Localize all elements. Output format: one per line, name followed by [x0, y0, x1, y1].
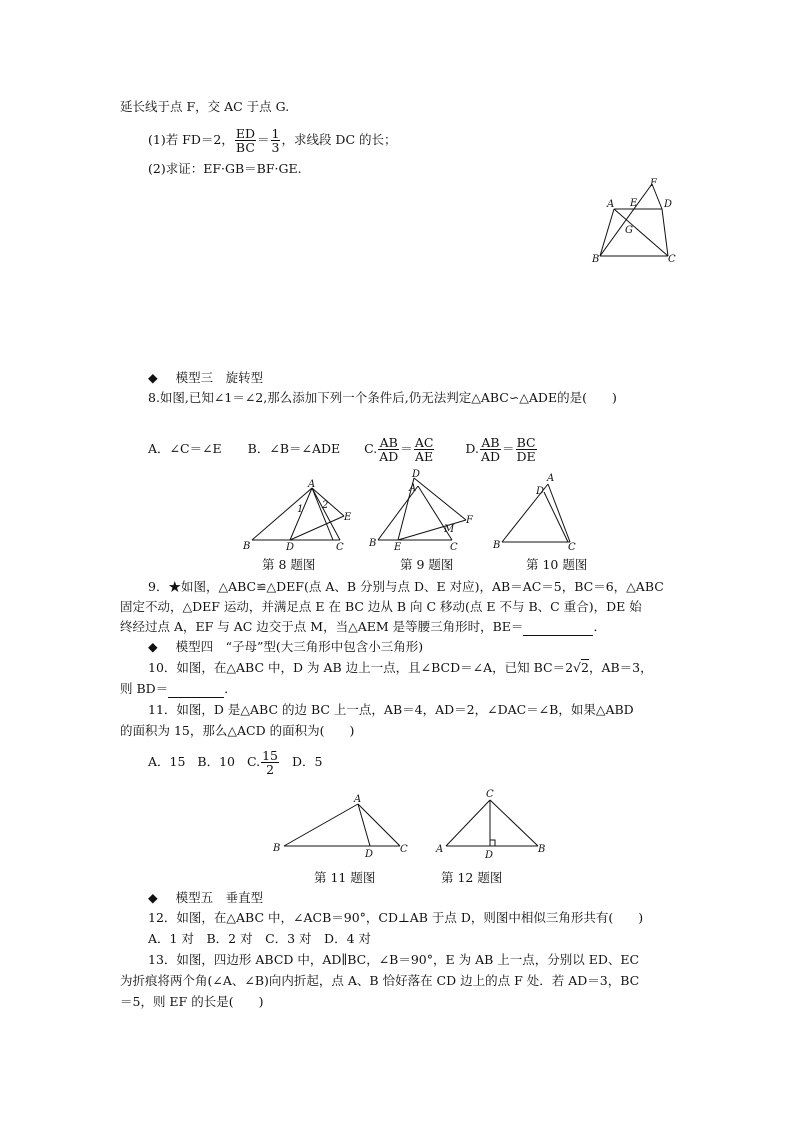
- q8-option-c: [364, 435, 435, 464]
- figure-q9: [366, 468, 478, 552]
- label-e: E: [344, 512, 352, 523]
- q9-line2: 固定不动，△DEF 运动，并满足点 E 在 BC 边从 B 向 C 移动(点 E 不与 B、C 重合)，DE 始: [120, 599, 642, 614]
- figure-q12: [432, 786, 552, 860]
- q13-line1: 13．如图，四边形 ABCD 中，AD∥BC，∠B＝90°，E 为 AB 上一点，分别以 ED、EC: [148, 952, 640, 967]
- q11-options: [148, 746, 322, 778]
- sqrt-symbol-icon: √: [573, 660, 582, 675]
- label-d: D: [365, 849, 374, 860]
- section-title: 模型五 垂直型: [175, 890, 264, 905]
- q11-option-b: B．10: [197, 754, 236, 769]
- section-model-3: [148, 370, 263, 386]
- q9-line3: [120, 619, 606, 636]
- q11-line1: 11．如图，D 是△ABC 的边 BC 上一点，AB＝4，AD＝2，∠DAC＝∠B，如果△ABD: [148, 702, 634, 717]
- label-c: C: [336, 542, 344, 552]
- fraction-numerator: AB: [379, 435, 398, 450]
- fraction: [480, 436, 501, 463]
- q7-fraction-one-third: [271, 127, 281, 154]
- q8-option-d: [465, 435, 537, 464]
- label-a: A: [308, 479, 316, 490]
- fraction-numerator: AC: [414, 435, 434, 450]
- fraction-denominator: BC: [235, 140, 255, 155]
- section-title: 模型三 旋转型: [175, 370, 264, 385]
- section-model-4: [148, 639, 423, 655]
- figure-q10: [490, 470, 582, 552]
- q11-option-a: A．15: [148, 754, 186, 769]
- label-a: A: [436, 844, 444, 855]
- fraction-denominator: DE: [516, 449, 536, 464]
- q11-line2: 的面积为 15，那么△ACD 的面积为( ): [120, 723, 355, 738]
- fraction-numerator: BC: [516, 435, 536, 450]
- section-model-5: [148, 890, 263, 906]
- q11-option-c: [247, 748, 280, 777]
- section-title: 模型四 “子母”型(大三角形中包含小三角形): [175, 639, 424, 654]
- q13-line2: 为折痕将两个角(∠A、∠B)向内折起，点 A、B 恰好落在 CD 边上的点 F 处．若 AD＝3，BC: [120, 973, 640, 988]
- equals-sign: ＝: [502, 441, 515, 456]
- label-e: E: [394, 542, 402, 552]
- label-c: C: [450, 542, 458, 552]
- label-b: B: [273, 843, 281, 854]
- option-label: C.: [247, 754, 261, 769]
- fraction-denominator: AD: [379, 449, 399, 464]
- q8-options: [148, 432, 538, 466]
- label-a: A: [607, 199, 615, 210]
- label-c: C: [486, 789, 494, 800]
- label-f: F: [466, 515, 473, 526]
- figure-q11: [270, 792, 414, 860]
- fraction-denominator: AD: [480, 449, 501, 464]
- q8-option-a: A．∠C＝∠E: [148, 441, 222, 456]
- q7-fraction-ed-bc: [235, 127, 256, 154]
- label-d: D: [286, 542, 295, 552]
- angle-1-label: 1: [297, 504, 304, 515]
- figure-q8: [240, 476, 358, 552]
- bullet-diamond-icon: ◆: [148, 639, 158, 654]
- fraction-numerator: AB: [481, 435, 500, 450]
- label-b: B: [493, 540, 501, 551]
- label-d: D: [485, 850, 494, 860]
- label-b: B: [538, 844, 546, 855]
- figure-q10-caption: 第 10 题图: [526, 557, 588, 572]
- fraction-denominator: 2: [266, 762, 275, 777]
- q7-part1-post: ，求线段 DC 的长；: [281, 132, 397, 147]
- label-a: A: [409, 483, 417, 494]
- segment-dc: [662, 209, 668, 256]
- figure-q7: [588, 176, 680, 266]
- q9-answer-blank[interactable]: [523, 619, 593, 636]
- label-f: F: [650, 178, 657, 189]
- segment-ab: [600, 209, 614, 256]
- fraction: [378, 436, 399, 463]
- label-d: D: [536, 486, 545, 497]
- q7-line1: 延长线于点 F，交 AC 于点 G.: [120, 99, 290, 114]
- q10-line1: [148, 660, 653, 676]
- option-label: C.: [364, 441, 378, 456]
- label-a: A: [354, 794, 362, 805]
- fraction-numerator: 1: [271, 126, 280, 141]
- label-b: B: [243, 541, 251, 552]
- equals-sign: ＝: [400, 441, 413, 456]
- fraction-numerator: ED: [235, 126, 255, 141]
- equals-sign: ＝: [256, 132, 270, 147]
- q7-part1: [148, 126, 397, 154]
- fraction-numerator: 15: [262, 748, 278, 763]
- label-m: M: [444, 524, 455, 535]
- q8-stem: 8.如图,已知∠1＝∠2,那么添加下列一个条件后,仍无法判定△ABC∽△ADE的是( ): [148, 390, 617, 405]
- fraction: [516, 436, 537, 463]
- fraction: [414, 436, 435, 463]
- label-e: E: [630, 198, 638, 209]
- label-c: C: [568, 542, 576, 552]
- label-b: B: [369, 538, 377, 549]
- q12-stem: 12．如图，在△ABC 中，∠ACB＝90°，CD⊥AB 于点 D，则图中相似三角形共有( ): [148, 910, 644, 925]
- radicand: 2: [581, 660, 589, 675]
- q13-line3: ＝5，则 EF 的长是( ): [120, 994, 264, 1009]
- bullet-diamond-icon: ◆: [148, 370, 158, 385]
- q10-line1-post: ，AB＝3，: [588, 660, 653, 675]
- fraction: [261, 749, 279, 776]
- angle-2-label: 2: [322, 500, 329, 511]
- q7-part1-pre: (1)若 FD＝2，: [148, 132, 234, 147]
- q9-line1: 9．★如图，△ABC≌△DEF(点 A、B 分别与点 D、E 对应)，AB＝AC＝5，BC＝6，△ABC: [148, 579, 664, 594]
- segment-bf: [600, 184, 652, 256]
- label-a: A: [547, 473, 555, 484]
- segment-ac: [614, 209, 668, 256]
- option-label: D.: [465, 441, 479, 456]
- q10-answer-blank[interactable]: [168, 681, 224, 698]
- q10-line1-text: 10．如图，在△ABC 中，D 为 AB 边上一点，且∠BCD＝∠A，已知 BC＝2: [148, 660, 574, 675]
- q12-options: A．1 对 B．2 对 C．3 对 D．4 对: [148, 931, 372, 946]
- q9-line3-text: 终经过点 A，EF 与 AC 边交于点 M，当△AEM 是等腰三角形时，BE＝: [120, 619, 524, 634]
- q11-option-d: D．5: [291, 754, 323, 769]
- q10-line2-text: 则 BD＝: [120, 681, 169, 696]
- figure-q11-caption: 第 11 题图: [314, 870, 376, 885]
- label-d: D: [412, 469, 421, 480]
- fraction-denominator: AE: [415, 449, 434, 464]
- label-b: B: [592, 254, 600, 265]
- label-c: C: [400, 844, 408, 855]
- q10-line2-end: ．: [224, 681, 237, 696]
- bullet-diamond-icon: ◆: [148, 890, 158, 905]
- q8-option-b: B．∠B＝∠ADE: [247, 441, 341, 456]
- figure-q12-caption: 第 12 题图: [441, 870, 503, 885]
- figure-q9-caption: 第 9 题图: [400, 557, 454, 572]
- label-c: C: [668, 254, 676, 265]
- label-g: G: [625, 225, 633, 236]
- figure-q8-caption: 第 8 题图: [262, 557, 316, 572]
- q9-line3-end: ．: [593, 619, 606, 634]
- q10-line2: [120, 681, 237, 698]
- q7-part2: (2)求证：EF·GB＝BF·GE.: [148, 161, 302, 176]
- fraction-denominator: 3: [271, 140, 280, 155]
- label-d: D: [664, 199, 673, 210]
